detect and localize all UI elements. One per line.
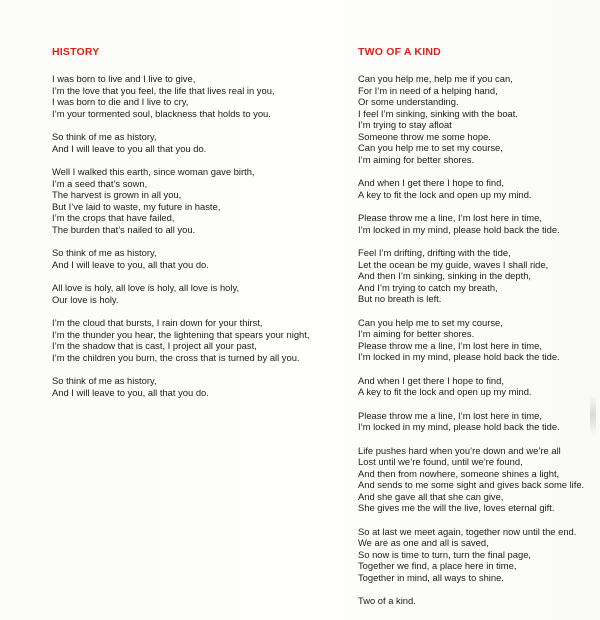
lyric-line: I’m your tormented soul, blackness that holds to you.	[52, 107, 271, 119]
lyric-line: Please throw me a line, I’m lost here in time,	[358, 212, 542, 223]
stanza	[358, 375, 598, 398]
lyric-line: Can you help me to set my course,	[358, 142, 503, 153]
lyric-line: A key to fit the lock and open up my mind.	[358, 386, 532, 397]
lyric-line: I was born to die and I live to cry,	[52, 96, 189, 107]
lyric-line: I’m locked in my mind, please hold back the tide.	[358, 351, 560, 362]
lyric-line: And I’m trying to catch my breath,	[358, 281, 498, 293]
stanza	[52, 73, 337, 119]
lyric-line: A key to fit the lock and open up my mind.	[358, 188, 532, 200]
lyric-line: And then I’m sinking, sinking in the depth,	[358, 270, 532, 281]
scan-artifact	[590, 395, 596, 435]
lyric-line: Can you help me, help me if you can,	[358, 73, 513, 84]
song-title: TWO OF A KIND	[358, 46, 441, 58]
lyric-line: She gives me the will the live, loves eternal gift.	[358, 502, 555, 513]
stanza	[52, 247, 337, 270]
lyric-line: Can you help me to set my course,	[358, 316, 503, 328]
lyric-line: Two of a kind.	[358, 595, 416, 606]
lyric-line: So think of me as history,	[52, 375, 157, 386]
stanza	[52, 166, 337, 235]
lyric-line: So now is time to turn, turn the final page,	[358, 548, 532, 560]
stanza	[358, 317, 598, 363]
stanza	[52, 375, 337, 398]
lyric-line: I’m locked in my mind, please hold back the tide.	[358, 421, 560, 432]
stanza	[358, 212, 598, 235]
lyric-line: I’m the thunder you hear, the lightening that spears your night,	[52, 328, 310, 340]
lyric-line: I’m aiming for better shores.	[358, 153, 475, 165]
stanza	[358, 247, 598, 305]
lyric-line: But I’ve laid to waste, my future in haste,	[52, 200, 221, 212]
lyric-line: I’m the cloud that bursts, I rain down for your thirst,	[52, 317, 263, 328]
lyric-line: Let the ocean be my guide, waves I shall ride,	[358, 258, 549, 270]
stanza	[358, 73, 598, 165]
lyric-line: Someone throw me some hope.	[358, 130, 491, 142]
lyric-line: So at last we meet again, together now until the end.	[358, 525, 577, 537]
lyric-line: And I will leave to you, all that you do.	[52, 258, 209, 270]
song-two-of-a-kind	[358, 46, 598, 619]
lyric-line: Please throw me a line, I’m lost here in time,	[358, 339, 542, 351]
lyric-line: The burden that’s nailed to all you.	[52, 223, 196, 235]
lyric-line: I’m the love that you feel, the life that lives real in you,	[52, 84, 275, 96]
stanza	[358, 526, 598, 584]
lyric-line: Well I walked this earth, since woman gave birth,	[52, 166, 255, 177]
lyric-line: We are as one and all is saved,	[358, 537, 489, 548]
song-history	[52, 46, 337, 410]
lyric-line: Lost until we’re found, until we’re found,	[358, 456, 523, 467]
song-lyrics	[358, 73, 598, 607]
lyric-line: And I will leave to you all that you do.	[52, 142, 207, 154]
lyric-line: Please throw me a line, I’m lost here in time,	[358, 409, 542, 421]
song-title: HISTORY	[52, 46, 100, 58]
lyric-line: I’m locked in my mind, please hold back the tide.	[358, 223, 560, 235]
stanza	[358, 177, 598, 200]
lyric-line: Or some understanding.	[358, 96, 459, 107]
lyric-line: I was born to live and I live to give,	[52, 73, 196, 84]
lyric-line: But no breath is left.	[358, 293, 442, 304]
lyric-line: Together we find, a place here in time,	[358, 560, 517, 571]
lyric-line: And when I get there I hope to find,	[358, 177, 504, 188]
lyric-line: I’m the children you burn, the cross that is turned by all you.	[52, 351, 300, 363]
stanza	[52, 131, 337, 154]
lyric-line: Our love is holy.	[52, 293, 119, 305]
lyric-line: For I’m in need of a helping hand,	[358, 84, 498, 96]
stanza	[358, 445, 598, 514]
stanza	[358, 410, 598, 433]
lyric-line: All love is holy, all love is holy, all love is holy,	[52, 282, 240, 293]
lyric-line: I’m trying to stay afloat	[358, 119, 452, 130]
lyric-line: And I will leave to you, all that you do.	[52, 386, 209, 398]
lyric-line: I’m the crops that have failed,	[52, 212, 175, 223]
lyric-line: So think of me as history,	[52, 131, 157, 142]
lyric-line: And sends to me some sight and gives back some life.	[358, 479, 585, 490]
lyric-line: I’m a seed that’s sown,	[52, 177, 148, 189]
lyric-line: Feel I’m drifting, drifting with the tide,	[358, 247, 511, 258]
lyric-line: Together in mind, all ways to shine.	[358, 571, 504, 583]
stanza	[52, 282, 337, 305]
lyric-line: I’m the shadow that is cast, I project all your past,	[52, 340, 257, 351]
lyric-line: And when I get there I hope to find,	[358, 374, 504, 386]
stanza	[358, 595, 598, 607]
lyric-line: Life pushes hard when you’re down and we’re all	[358, 444, 561, 456]
lyric-line: So think of me as history,	[52, 247, 157, 258]
lyric-line: I feel I’m sinking, sinking with the boat.	[358, 107, 518, 119]
lyric-line: I’m aiming for better shores.	[358, 328, 475, 339]
lyric-line: The harvest is grown in all you,	[52, 189, 182, 200]
lyric-line: And she gave all that she can give,	[358, 490, 504, 502]
stanza	[52, 317, 337, 363]
song-lyrics	[52, 73, 337, 398]
lyric-line: And then from nowhere, someone shines a light,	[358, 467, 560, 479]
